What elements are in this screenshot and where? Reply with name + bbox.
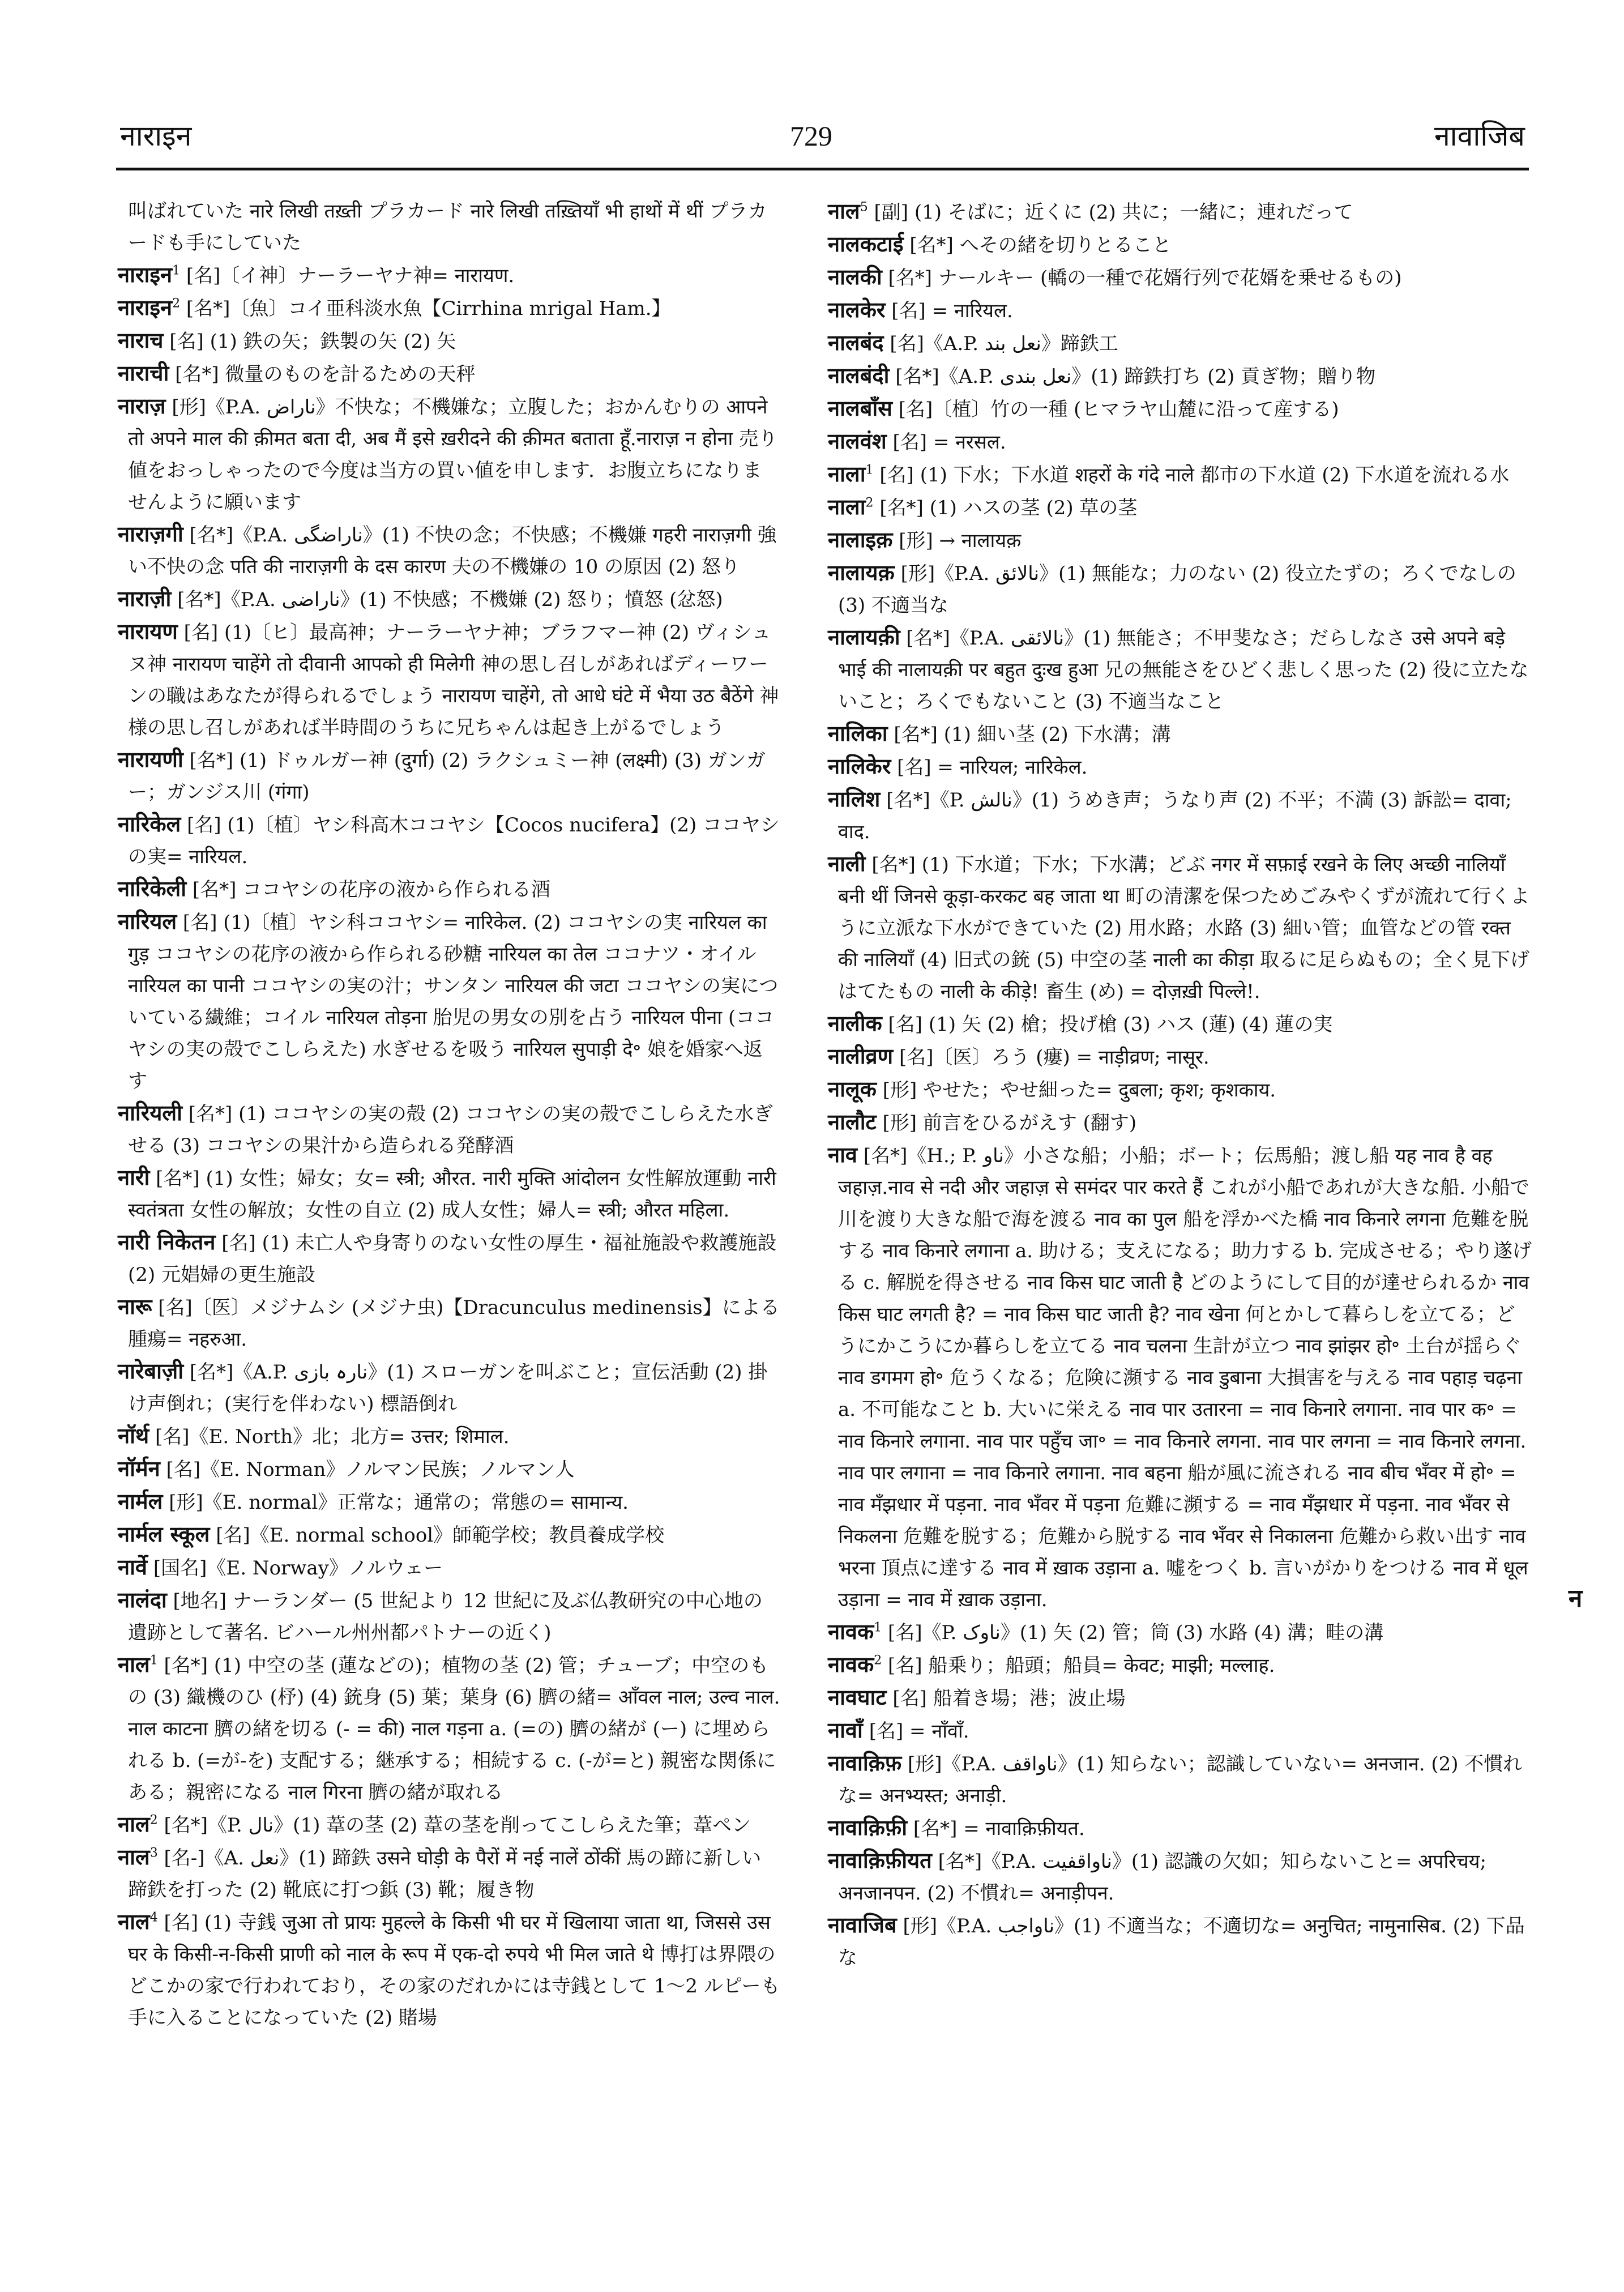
dictionary-entry: [828, 392, 1533, 425]
headword: [118, 1164, 149, 1190]
headword-text: नालकटाई: [828, 231, 904, 257]
dictionary-entry: [828, 1040, 1533, 1073]
dictionary-entry: [118, 292, 780, 325]
headword: [828, 198, 868, 224]
headword-text: नालबाँस: [828, 395, 892, 421]
running-head-right: नावाजिब: [1434, 119, 1525, 152]
definition-text: [形] やせた；やせ細った= दुबला; कृश; कृशकाय.: [876, 1079, 1276, 1102]
homograph-number: 1: [172, 263, 181, 278]
headword: [828, 527, 892, 552]
headword: [828, 494, 874, 519]
definition-text: [名*]《A.P. نارہ بازی》(1) スローガンを叫ぶこと；宣伝活動 (2) 掛け声倒れ；(実行を伴わない) 標語倒れ: [128, 1361, 768, 1415]
definition-text: [名*] = नावाक़िफ़ीयत.: [907, 1817, 1085, 1840]
dictionary-entry: [118, 518, 780, 583]
dictionary-entry: [828, 1106, 1533, 1139]
headword: [118, 262, 180, 287]
definition-text: [形] 前言をひるがえす (翻す): [876, 1112, 1137, 1134]
headword: [828, 428, 887, 454]
headword: [118, 1488, 163, 1514]
dictionary-entry: [828, 1812, 1533, 1845]
homograph-number: 2: [874, 1653, 882, 1668]
definition-text: [名*]《A.P. نعل بندی》(1) 蹄鉄打ち (2) 貢ぎ物；贈り物: [889, 365, 1376, 388]
headword-text: नालिका: [828, 720, 888, 746]
homograph-number: 5: [860, 200, 868, 215]
headword-text: नार्मल स्कूल: [118, 1521, 210, 1547]
definition-text: [地名] ナーランダー (5 世紀より 12 世紀に及ぶ仏教研究の中心地の遺跡として著名. ビハール州州都パトナーの近く): [128, 1590, 763, 1644]
definition-text: [形]《P.A. ناواقف》(1) 知らない；認識していない= अनजान. (2) 不慣れな= अनभ्यस्त; अनाड़ी.: [838, 1753, 1523, 1807]
thumb-index-letter: न: [1569, 1584, 1583, 1613]
headword: [828, 1142, 857, 1167]
dictionary-entry: [118, 583, 780, 616]
definition-text: [名] 船着き場；港；波止場: [886, 1687, 1126, 1710]
headword-text: नावाक़िफ़: [828, 1750, 902, 1775]
definition-text: [形]《E. normal》正常な；通常の；常態の= सामान्य.: [163, 1491, 629, 1514]
headword-text: नाराइन: [118, 294, 173, 320]
headword: [828, 753, 891, 779]
headword-text: नालंदा: [118, 1587, 167, 1612]
headword-text: नालिकेर: [828, 753, 891, 779]
headword-text: नाराची: [118, 360, 169, 386]
definition-text: [形] → नालायक़: [892, 530, 1022, 552]
dictionary-entry: [828, 294, 1533, 327]
definition-text: [名]《P. ناوک》(1) 矢 (2) 管；筒 (3) 水路 (4) 溝；畦の溝: [882, 1621, 1384, 1644]
headword-text: नाल: [118, 1909, 150, 1934]
dictionary-entry: [828, 491, 1533, 524]
dictionary-entry: [828, 750, 1533, 783]
definition-text: [名*] ナールキー (轎の一種で花婿行列で花婿を乗せるもの): [882, 267, 1402, 289]
headword: [828, 231, 904, 257]
definition-text: [名] (1)〔植〕ヤシ科ココヤシ= नारिकेल. (2) ココヤシの実 नारियल का गुड़ ココヤシの花序の液から作られる砂糖 नारियल का तेल ココナツ・オイル नारियल का पानी ココヤシの実の汁；サンタン नारियल की जटा ココヤシの実についている繊維；コイル नारियल तोड़ना 胎児の男女の別を占う नारियल पीना (ココヤシの実の殻でこしらえた) 水ぎせるを吸う नारियल सुपाड़ी दे॰ 娘を婚家へ返す: [128, 911, 779, 1092]
dictionary-entry: [118, 1808, 780, 1841]
dictionary-entry: [828, 1845, 1533, 1909]
definition-text: [名*]《P.A. ناواقفیت》(1) 認識の欠如；知らないこと= अपरिचय; अनजानपन. (2) 不慣れ= अनाड़ीपन.: [838, 1850, 1486, 1905]
definition-text: [副] (1) そばに；近くに (2) 共に；一緒に；連れだって: [867, 201, 1353, 224]
dictionary-entry: [828, 195, 1533, 228]
headword: [118, 811, 181, 836]
headword: [118, 521, 183, 547]
headword: [828, 1684, 887, 1710]
headword: [828, 330, 884, 355]
dictionary-entry: [828, 327, 1533, 360]
headword: [118, 1456, 160, 1481]
headword: [118, 908, 177, 934]
entry-continuation: [118, 195, 780, 259]
definition-text: [名*]《P. نالش》(1) うめき声；うなり声 (2) 不平；不満 (3) 訴訟= दावा; वाद.: [838, 789, 1512, 843]
dictionary-entry: [118, 808, 780, 873]
definition-text: [名] (1)〔植〕ヤシ科高木ココヤシ【Cocos nucifera】(2) ココヤシの実= नारियल.: [128, 814, 780, 868]
definition-text: [名*] (1) 女性；婦女；女= स्त्री; औरत. नारी मुक्ति आंदोलन 女性解放運動 नारी स्वतंत्रता 女性の解放；女性の自立 (2) 成人女性；婦人= स्त्री; औरत महिला.: [128, 1167, 776, 1222]
homograph-number: 2: [865, 496, 874, 510]
headword-text: नाला: [828, 494, 866, 519]
definition-text: [名*] (1) ドゥルガー神 (दुर्गा) (2) ラクシュミー神 (लक्ष्मी) (3) ガンガー；ガンジス川 (गंगा): [128, 749, 766, 804]
dictionary-entry: [828, 1008, 1533, 1040]
dictionary-entry: [828, 1747, 1533, 1812]
headword: [118, 1100, 182, 1125]
definition-text: [名] (1) 矢 (2) 槍；投げ槍 (3) ハス (蓮) (4) 蓮の実: [882, 1013, 1333, 1036]
headword-text: नालीव्रण: [828, 1043, 894, 1069]
dictionary-entry: [828, 228, 1533, 261]
dictionary-entry: [118, 1420, 780, 1453]
headword-text: नारी निकेतन: [118, 1229, 216, 1254]
headword: [118, 1358, 183, 1384]
dictionary-entry: [118, 1551, 780, 1584]
dictionary-entry: [118, 1097, 780, 1162]
definition-text: [名] (1) 未亡人や身寄りのない女性の厚生・福祉施設や救護施設 (2) 元娼婦の更生施設: [128, 1232, 777, 1286]
headword-text: नॉर्थ: [118, 1423, 149, 1448]
definition-text: [名*] (1) 細い茎 (2) 下水溝；溝: [887, 723, 1171, 746]
definition-text: [名*] (1) ハスの茎 (2) 草の茎: [873, 497, 1138, 519]
headword-text: नाराइन: [118, 262, 173, 287]
headword: [828, 851, 866, 876]
definition-text: [名]〔医〕メジナムシ (メジナ虫)【Dracunculus medinensis】による腫瘍= नहरुआ.: [128, 1296, 780, 1351]
dictionary-entry: [828, 1649, 1533, 1681]
headword: [828, 1010, 882, 1036]
headword: [118, 294, 180, 320]
headword: [828, 560, 895, 585]
headword: [828, 1043, 893, 1069]
dictionary-entry: [118, 1453, 780, 1486]
headword-text: नारेबाज़ी: [118, 1358, 184, 1384]
headword-text: नालिश: [828, 786, 881, 812]
headword: [118, 1844, 158, 1870]
headword-text: नावक: [828, 1651, 874, 1677]
headword-text: नालौट: [828, 1109, 877, 1134]
headword-text: नाराच: [118, 327, 164, 353]
definition-text: 叫ばれていた नारे लिखी तख़्ती プラカード नारे लिखी तख़्तियाँ भी हाथों में थीं プラカードも手にしていた: [128, 200, 767, 254]
right-column: [828, 195, 1533, 1974]
definition-text: [名*]《P.A. ناراضی》(1) 不快感；不機嫌 (2) 怒り；憤怒 (忿怒): [171, 588, 723, 611]
headword-text: नारियल: [118, 908, 177, 934]
definition-text: [形]《P.A. ناواجب》(1) 不適当な；不適切な= अनुचित; नामुनासिब. (2) 下品な: [838, 1915, 1525, 1969]
headword: [828, 1619, 882, 1644]
headword-text: नार्वे: [118, 1554, 148, 1580]
headword-text: नारायण: [118, 618, 178, 644]
definition-text: [形]《P.A. نالائق》(1) 無能な；力のない (2) 役立たずの；ろくでなしの (3) 不適当な: [838, 562, 1516, 617]
headword: [118, 1909, 158, 1934]
headword: [118, 393, 166, 419]
dictionary-entry: [118, 1518, 780, 1551]
definition-text: [名]《E. North》北；北方= उत्तर; शिमाल.: [149, 1425, 510, 1448]
headword: [118, 1521, 210, 1547]
headword-text: नाल: [118, 1651, 150, 1677]
definition-text: [名*] 微量のものを計るための天秤: [169, 363, 476, 386]
dictionary-entry: [828, 524, 1533, 557]
headword-text: नार्मल: [118, 1488, 163, 1514]
headword: [118, 1811, 158, 1837]
headword: [828, 720, 888, 746]
headword-text: नारी: [118, 1164, 150, 1190]
headword-text: नालकी: [828, 264, 882, 289]
dictionary-entry: [118, 873, 780, 906]
headword: [118, 1294, 152, 1319]
headword: [828, 1815, 907, 1840]
dictionary-entry: [118, 1291, 780, 1355]
headword-text: नारिकेली: [118, 876, 187, 901]
headword-text: नाराज़ी: [118, 586, 172, 611]
dictionary-entry: [828, 783, 1533, 848]
headword: [118, 360, 169, 386]
definition-text: [名] (1) 寺銭 जुआ तो प्रायः मुहल्ले के किसी भी घर में खिलाया जाता था, जिससे उस घर के किसी-न-किसी प्राणी को नाल के रूप में एक-दो रुपये भी मिल जाते थे 博打は界隈のどこかの家で行われており，その家のだれかには寺銭として 1〜2 ルピーも手に入ることになっていた (2) 賭場: [128, 1911, 780, 2029]
homograph-number: 3: [149, 1846, 158, 1860]
headword: [828, 1750, 901, 1775]
page-number: 729: [790, 120, 832, 152]
dictionary-entry: [118, 1841, 780, 1906]
definition-text: [名*]《P. نال》(1) 葦の茎 (2) 葦の茎を削ってこしらえた筆；葦ペン: [157, 1814, 751, 1837]
left-column: [118, 195, 780, 2034]
definition-text: [名]《A.P. نعل بند》蹄鉄工: [883, 332, 1118, 355]
definition-text: [名] = नारियल; नारिकेल.: [891, 756, 1088, 779]
headword: [828, 264, 882, 289]
headword-text: नालायक़: [828, 560, 895, 585]
headword: [828, 461, 874, 486]
dictionary-entry: [118, 1906, 780, 2034]
headword-text: नाराज़गी: [118, 521, 183, 547]
headword-text: नावाजिब: [828, 1912, 897, 1937]
headword: [118, 1651, 158, 1677]
dictionary-entry: [118, 1162, 780, 1226]
definition-text: [名*]《H.; P. ناو》小さな船；小船；ボート；伝馬船；渡し船 यह नाव है वह जहाज़.नाव से नदी और जहाज़ से समंदर पार करते हैं これが小船であれが大きな船. 小船で川を渡り大きな船で海を渡る नाव का पुल 船を浮かべた橋 नाव किनारे लगना 危難を脱する नाव किनारे लगाना a. 助ける；支えになる；助力する b. 完成させる；やり遂げる c. 解脱を得させる नाव किस घाट जाती है どのようにして目的が達せられるか नाव किस घाट लगती है? = नाव किस घाट जाती है? नाव खेना 何とかして暮らしを立てる；どうにかこうにか暮らしを立てる नाव चलना 生計が立つ नाव झांझर हो॰ 土台が揺らぐ नाव डगमग हो॰ 危うくなる；危険に瀕する नाव डुबाना 大損害を与える नाव पहाड़ चढ़ना a. 不可能なこと b. 大いに栄える नाव पार उतारना = नाव किनारे लगाना. नाव पार क॰ = नाव किनारे लगाना. नाव पार पहुँच जा॰ = नाव किनारे लगना. नाव पार लगना = नाव किनारे लगना. नाव पार लगाना = नाव किनारे लगाना. नाव बहना 船が風に流される नाव बीच भँवर में हो॰ = नाव मँझधार में पड़ना. नाव भँवर में पड़ना 危難に瀕する = नाव मँझधार में पड़ना. नाव भँवर से निकलना 危難を脱する；危難から脱する नाव भँवर से निकालना 危難から救い出す नाव भरना 頂点に達する नाव में ख़ाक उड़ाना a. 嘘をつく b. 言いがかりをつける नाव में धूल उड़ाना = नाव में ख़ाक उड़ाना.: [838, 1145, 1532, 1611]
headword-text: नालवंश: [828, 428, 887, 454]
definition-text: [名-]《A. نعل》(1) 蹄鉄 उसने घोड़ी के पैरों में नई नालें ठोंकीं 馬の蹄に新しい蹄鉄を打った (2) 靴底に打つ鋲 (3) 靴；履き物: [128, 1847, 762, 1901]
headword-text: नाल: [118, 1811, 150, 1837]
header-rule: [116, 168, 1529, 170]
headword-text: नालायक़ी: [828, 624, 900, 650]
dictionary-entry: [118, 259, 780, 292]
dictionary-entry: [118, 616, 780, 744]
definition-text: [名*] (1) 下水道；下水；下水溝；どぶ नगर में सफ़ाई रखने के लिए अच्छी नालियाँ बनी थीं जिनसे कूड़ा-करकट बह जाता था 町の清潔を保つためごみやくずが流れて行くように立派な下水ができていた (2) 用水路；水路 (3) 細い管；血管などの管 रक्त की नालियाँ (4) 旧式の銃 (5) 中空の茎 नाली का कीड़ा 取るに足らぬもの；全く見下げはてたもの नाली के कीड़े! 畜生 (め) = दोज़ख़ी पिल्ले!.: [838, 853, 1530, 1003]
definition-text: [名] (1) 鉄の矢；鉄製の矢 (2) 矢: [163, 330, 456, 353]
dictionary-entry: [118, 906, 780, 1097]
headword: [828, 1076, 877, 1102]
headword-text: नारू: [118, 1294, 152, 1319]
homograph-number: 2: [149, 1813, 158, 1828]
headword-text: नालबंदी: [828, 362, 890, 388]
headword-text: नाव: [828, 1142, 858, 1167]
headword: [828, 1912, 897, 1937]
dictionary-entry: [118, 390, 780, 518]
dictionary-entry: [828, 557, 1533, 621]
dictionary-entry: [828, 1714, 1533, 1747]
dictionary-entry: [118, 744, 780, 808]
definition-text: [名] (1) 下水；下水道 शहरों के गंदे नाले 都市の下水道 (2) 下水道を流れる水: [873, 464, 1510, 486]
headword: [828, 1717, 863, 1743]
headword: [828, 1651, 882, 1677]
headword: [118, 618, 178, 644]
homograph-number: 1: [874, 1620, 882, 1635]
headword-text: नाली: [828, 851, 866, 876]
definition-text: [名]〔医〕ろう (瘻) = नाड़ीव्रण; नासूर.: [893, 1046, 1210, 1069]
dictionary-entry: [118, 1649, 780, 1808]
running-head-left: नाराइन: [120, 119, 192, 152]
headword-text: नावाक़िफ़ी: [828, 1815, 908, 1840]
definition-text: [名] = नारियल.: [885, 300, 1013, 322]
headword-text: नाला: [828, 461, 866, 486]
headword: [118, 746, 183, 772]
definition-text: [名] = नाँवाँ.: [862, 1720, 969, 1743]
headword: [118, 586, 171, 611]
headword-text: नाल: [118, 1844, 150, 1870]
dictionary-entry: [828, 1073, 1533, 1106]
dictionary-entry: [118, 325, 780, 357]
headword: [118, 1423, 149, 1448]
definition-text: [名]〔イ神〕ナーラーヤナ神= नारायण.: [180, 264, 515, 287]
definition-text: [形]《P.A. ناراض》不快な；不機嫌な；立腹した；おかんむりの आपने तो अपने माल की क़ीमत बता दी, अब मैं इसे ख़रीदने की क़ीमत बताता हूँ.नाराज़ न होना 売り値をおっしゃったので今度は当方の買い値を申します．お腹立ちになりませんように願います: [128, 396, 778, 514]
dictionary-entry: [828, 1909, 1533, 1974]
dictionary-entry: [118, 357, 780, 390]
headword: [118, 1587, 167, 1612]
definition-text: [名*]《P.A. نالائقی》(1) 無能さ；不甲斐なさ；だらしなさ उसे अपने बड़े भाई की नालायक़ी पर बहुत दुःख हुआ 兄の無能さをひどく悲しく思った (2) 役に立たないこと；ろくでもないこと (3) 不適当なこと: [838, 627, 1529, 713]
definition-text: [名]〔植〕竹の一種 (ヒマラヤ山麓に沿って産する): [892, 398, 1339, 421]
headword: [828, 395, 892, 421]
dictionary-entry: [828, 1139, 1533, 1616]
headword-text: नालूक: [828, 1076, 877, 1102]
definition-text: [名*]《P.A. ناراضگی》(1) 不快の念；不快感；不機嫌 गहरी नाराज़गी 強い不快の念 पति की नाराज़गी के दस कारण 夫の不機嫌の 10 の原因 (2) 怒り: [128, 524, 777, 578]
headword-text: नारायणी: [118, 746, 183, 772]
headword: [118, 327, 163, 353]
definition-text: [名*] ココヤシの花序の液から作られる酒: [186, 878, 550, 901]
dictionary-entry: [118, 1355, 780, 1420]
headword-text: नालबंद: [828, 330, 884, 355]
headword: [828, 1847, 932, 1873]
headword-text: नालकेर: [828, 297, 886, 322]
dictionary-entry: [828, 425, 1533, 458]
dictionary-entry: [828, 360, 1533, 392]
headword-text: नाराज़: [118, 393, 166, 419]
dictionary-entry: [118, 1584, 780, 1649]
definition-text: [名*] (1) ココヤシの実の殻 (2) ココヤシの実の殻でこしらえた水ぎせる (3) ココヤシの果汁から造られる発酵酒: [128, 1103, 773, 1157]
headword: [828, 624, 900, 650]
headword-text: नावक: [828, 1619, 874, 1644]
definition-text: [名] 船乗り；船頭；船員= केवट; माझी; मल्लाह.: [882, 1654, 1275, 1677]
definition-text: [名*] (1) 中空の茎 (蓮などの)；植物の茎 (2) 管；チューブ；中空のもの (3) 織機のひ (杼) (4) 銃身 (5) 葉；葉身 (6) 臍の緒= आँवल नाल; उल्व नाल. नाल काटना 臍の緒を切る (- = की) नाल गड़ना a. (=の) 臍の緒が (ー) に埋められる b. (=が-を) 支配する；継承する；相続する c. (-が=と) 親密な関係にある；親密になる नाल गिरना 臍の緒が取れる: [128, 1654, 780, 1804]
headword-text: नाल: [828, 198, 860, 224]
dictionary-entry: [828, 848, 1533, 1008]
headword: [828, 362, 889, 388]
headword-text: नावघाट: [828, 1684, 887, 1710]
dictionary-entry: [828, 458, 1533, 491]
dictionary-entry: [828, 1681, 1533, 1714]
definition-text: [名]《E. normal school》師範学校；教員養成学校: [210, 1524, 665, 1547]
headword: [828, 297, 885, 322]
definition-text: [名] (1)〔ヒ〕最高神；ナーラーヤナ神；ブラフマー神 (2) ヴィシュヌ神 नारायण चाहेंगे तो दीवानी आपको ही मिलेगी 神の思し召しがあればディーワーンの職はあなたが得られるでしょう नारायण चाहेंगे, तो आधे घंटे में भैया उठ बैठेंगे 神様の思し召しがあれば半時間のうちに兄ちゃんは起き上がるでしょう: [128, 621, 779, 739]
headword-text: नारिकेल: [118, 811, 181, 836]
headword-text: नावाँ: [828, 1717, 863, 1743]
headword: [118, 1554, 147, 1580]
homograph-number: 4: [149, 1910, 158, 1925]
headword: [828, 1109, 877, 1134]
homograph-number: 2: [172, 296, 181, 311]
dictionary-entry: [118, 1226, 780, 1291]
headword-text: नारियली: [118, 1100, 182, 1125]
definition-text: [名*]〔魚〕コイ亜科淡水魚【Cirrhina mrigal Ham.】: [180, 297, 671, 320]
dictionary-entry: [828, 621, 1533, 718]
headword-text: नावाक़िफ़ीयत: [828, 1847, 932, 1873]
dictionary-entry: [828, 1616, 1533, 1649]
definition-text: [国名]《E. Norway》ノルウェー: [147, 1557, 443, 1580]
headword-text: नॉर्मन: [118, 1456, 160, 1481]
definition-text: [名] = नरसल.: [886, 431, 1006, 454]
homograph-number: 1: [149, 1653, 158, 1668]
headword-text: नालीक: [828, 1010, 882, 1036]
headword-text: नालाइक़: [828, 527, 893, 552]
headword: [828, 786, 880, 812]
dictionary-entry: [828, 718, 1533, 750]
homograph-number: 1: [865, 463, 874, 477]
definition-text: [名]《E. Norman》ノルマン民族；ノルマン人: [160, 1458, 575, 1481]
dictionary-entry: [118, 1486, 780, 1518]
headword: [118, 1229, 215, 1254]
dictionary-entry: [828, 261, 1533, 294]
headword: [118, 876, 186, 901]
definition-text: [名*] へその緒を切りとること: [903, 234, 1172, 257]
